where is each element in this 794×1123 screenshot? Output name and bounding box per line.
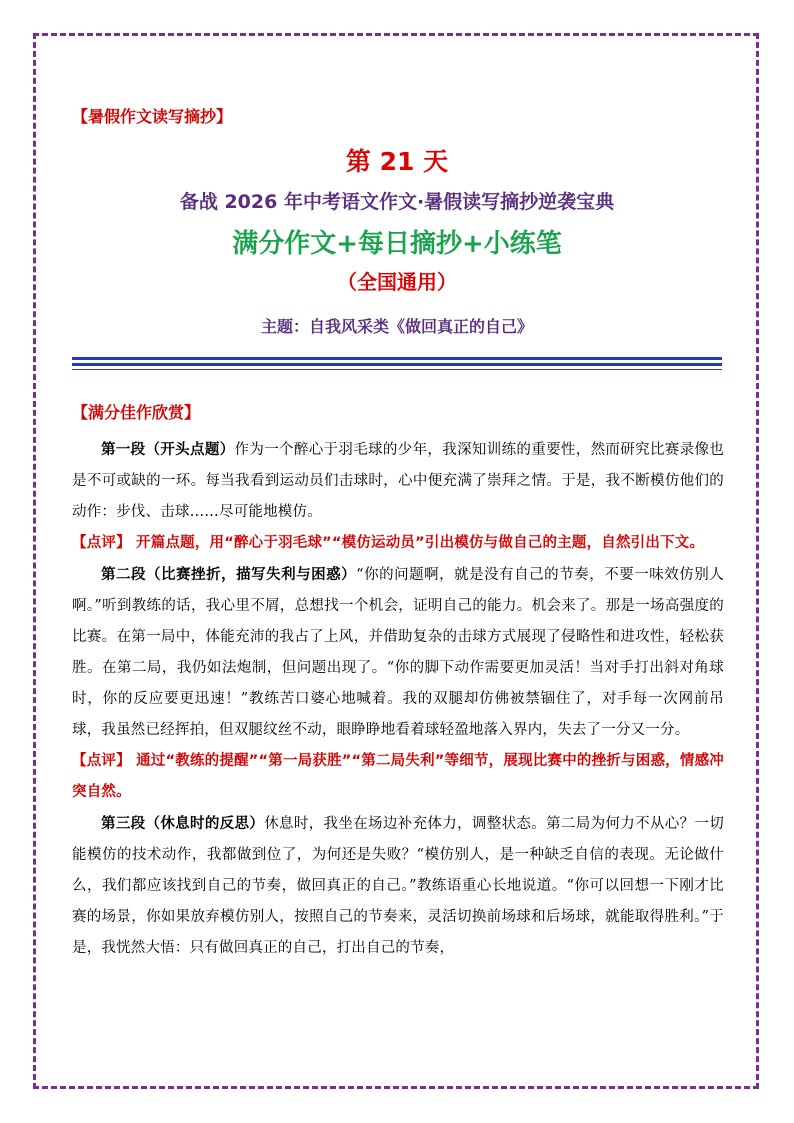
comment-1: 【点评】 开篇点题，用“醉心于羽毛球”“模仿运动员”引出模仿与做自己的主题，自然引出下文。: [72, 535, 705, 551]
paragraph-text: 休息时，我坐在场边补充体力，调整状态。第二局为何力不从心？一切能模仿的技术动作，我都做到位了，为何还是失败？“模仿别人，是一种缺乏自信的表现。无论做什么，我们都应该找到自己的节奏，做回真正的自己。”教练语重心长地说道。“你可以回想一下刚才比赛的场景，你如果放弃模仿别人，按照自己的节奏来，灵活切换前场球和后场球，就能取得胜利。”于是，我恍然大悟：只有做回真正的自己，打出自己的节奏，: [72, 816, 724, 956]
main-title: 满分作文+每日摘抄+小练笔: [232, 229, 562, 259]
divider-line: [72, 357, 722, 360]
paragraph-1: [72, 434, 724, 528]
essay-body: [72, 434, 724, 964]
subtitle: 备战 2026 年中考语文作文·暑假读写摘抄逆袭宝典: [179, 191, 615, 213]
paragraph-lead: 第一段（开头点题）: [101, 441, 235, 458]
national-label: （全国通用）: [337, 270, 457, 294]
day-title: 第 21 天: [345, 147, 449, 176]
column-tag: 【暑假作文读写摘抄】: [72, 107, 233, 126]
theme-line: 主题：自我风采类《做回真正的自己》: [260, 317, 533, 336]
paragraph-text: “你的问题啊，就是没有自己的节奏，不要一味效仿别人啊。”听到教练的话，我心里不屑，总想找一个机会，证明自己的能力。机会来了。那是一场高强度的比赛。在第一局中，体能充沛的我占了上风，并借助复杂的击球方式展现了侵略性和进攻性，轻松获胜。在第二局，我仍如法炮制，但问题出现了。“你的脚下动作需要更加灵活！当对手打出斜对角球时，你的反应要更迅速！”教练苦口婆心地喊着。我的双腿却仿佛被禁锢住了，对手每一次网前吊球，我虽然已经挥拍，但双腿纹丝不动，眼睁睁地看着球轻盈地落入界内，失去了一分又一分。: [72, 567, 724, 738]
divider-line: [72, 369, 722, 370]
divider-line: [72, 363, 722, 366]
comment-2: 【点评】 通过“教练的提醒”“第一局获胜”“第二局失利”等细节，展现比赛中的挫折与困惑，情感冲突自然。: [72, 753, 724, 800]
paragraph-3: [72, 808, 724, 964]
paragraph-2: [72, 559, 724, 746]
paragraph-lead: 第三段（休息时的反思）: [101, 815, 265, 832]
section-title: 【满分佳作欣赏】: [72, 403, 201, 422]
paragraph-lead: 第二段（比赛挫折，描写失利与困惑）: [101, 566, 357, 583]
paragraph-text: 作为一个醉心于羽毛球的少年，我深知训练的重要性，然而研究比赛录像也是不可或缺的一环。每当我看到运动员们击球时，心中便充满了崇拜之情。于是，我不断模仿他们的动作：步伐、击球……尽可能地模仿。: [72, 442, 724, 520]
